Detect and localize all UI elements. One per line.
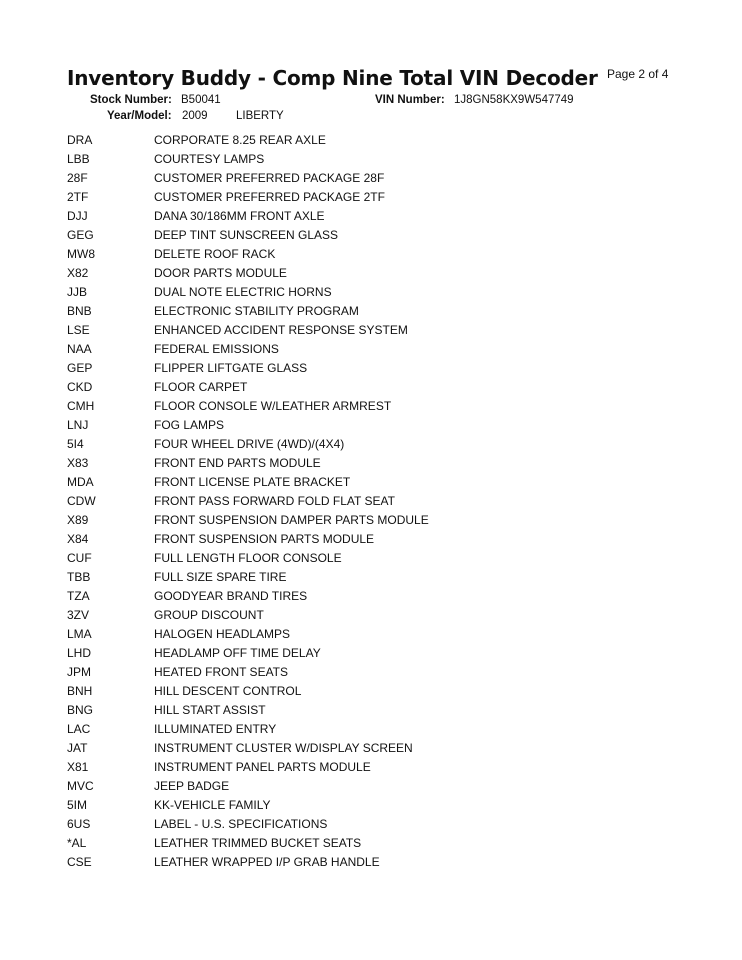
option-description: FLOOR CONSOLE W/LEATHER ARMREST xyxy=(154,399,392,413)
option-row xyxy=(0,454,742,473)
option-code: 6US xyxy=(67,817,91,831)
option-code: CSE xyxy=(67,855,92,869)
option-code: JJB xyxy=(67,285,88,299)
option-description: FRONT LICENSE PLATE BRACKET xyxy=(154,475,351,489)
option-code: CKD xyxy=(67,380,93,394)
option-description: CUSTOMER PREFERRED PACKAGE 28F xyxy=(154,171,385,185)
option-row xyxy=(0,169,742,188)
option-row xyxy=(0,777,742,796)
option-description: FRONT SUSPENSION DAMPER PARTS MODULE xyxy=(154,513,429,527)
option-row xyxy=(0,207,742,226)
vin-number-label: VIN Number: xyxy=(375,94,445,106)
option-description: FOG LAMPS xyxy=(154,418,225,432)
option-code: CMH xyxy=(67,399,95,413)
option-row xyxy=(0,834,742,853)
option-row xyxy=(0,359,742,378)
option-code: LMA xyxy=(67,627,92,641)
page-number: Page 2 of 4 xyxy=(607,67,669,81)
option-description: FEDERAL EMISSIONS xyxy=(154,342,279,356)
option-code: X81 xyxy=(67,760,89,774)
option-row xyxy=(0,188,742,207)
option-code: X84 xyxy=(67,532,89,546)
option-code: JPM xyxy=(67,665,91,679)
option-description: HEATED FRONT SEATS xyxy=(154,665,289,679)
option-row xyxy=(0,853,742,872)
option-row xyxy=(0,435,742,454)
option-code: GEP xyxy=(67,361,93,375)
option-description: GOODYEAR BRAND TIRES xyxy=(154,589,308,603)
option-code: MW8 xyxy=(67,247,95,261)
option-code: X89 xyxy=(67,513,89,527)
vin-number-value: 1J8GN58KX9W547749 xyxy=(454,94,574,106)
option-row xyxy=(0,568,742,587)
option-row xyxy=(0,644,742,663)
option-description: ELECTRONIC STABILITY PROGRAM xyxy=(154,304,359,318)
option-row xyxy=(0,796,742,815)
option-row xyxy=(0,378,742,397)
option-description: HEADLAMP OFF TIME DELAY xyxy=(154,646,321,660)
option-description: DANA 30/186MM FRONT AXLE xyxy=(154,209,325,223)
model-value: LIBERTY xyxy=(236,110,284,122)
option-code: DRA xyxy=(67,133,93,147)
option-row xyxy=(0,321,742,340)
option-description: INSTRUMENT PANEL PARTS MODULE xyxy=(154,760,371,774)
option-row xyxy=(0,131,742,150)
option-row xyxy=(0,663,742,682)
option-row xyxy=(0,283,742,302)
option-code: 3ZV xyxy=(67,608,90,622)
option-description: ILLUMINATED ENTRY xyxy=(154,722,277,736)
option-code: NAA xyxy=(67,342,92,356)
option-description: FRONT END PARTS MODULE xyxy=(154,456,321,470)
option-description: DELETE ROOF RACK xyxy=(154,247,276,261)
option-description: HILL START ASSIST xyxy=(154,703,266,717)
option-description: JEEP BADGE xyxy=(154,779,230,793)
year-value: 2009 xyxy=(182,110,208,122)
option-description: DEEP TINT SUNSCREEN GLASS xyxy=(154,228,339,242)
option-code: LBB xyxy=(67,152,90,166)
option-row xyxy=(0,150,742,169)
option-code: GEG xyxy=(67,228,94,242)
option-description: COURTESY LAMPS xyxy=(154,152,265,166)
option-description: FLOOR CARPET xyxy=(154,380,248,394)
option-description: FRONT SUSPENSION PARTS MODULE xyxy=(154,532,375,546)
option-code: BNB xyxy=(67,304,92,318)
option-row xyxy=(0,758,742,777)
option-description: DUAL NOTE ELECTRIC HORNS xyxy=(154,285,332,299)
page-title: Inventory Buddy - Comp Nine Total VIN Decoder xyxy=(67,66,598,90)
option-code: JAT xyxy=(67,741,88,755)
option-description: FOUR WHEEL DRIVE (4WD)/(4X4) xyxy=(154,437,345,451)
stock-number-label: Stock Number: xyxy=(90,94,172,106)
option-row xyxy=(0,606,742,625)
option-code: CUF xyxy=(67,551,92,565)
option-row xyxy=(0,416,742,435)
option-code: LAC xyxy=(67,722,91,736)
option-code: 5I4 xyxy=(67,437,84,451)
option-row xyxy=(0,226,742,245)
option-description: FULL SIZE SPARE TIRE xyxy=(154,570,287,584)
option-row xyxy=(0,530,742,549)
option-row xyxy=(0,549,742,568)
option-code: X82 xyxy=(67,266,89,280)
option-code-list xyxy=(0,131,742,872)
option-description: LEATHER WRAPPED I/P GRAB HANDLE xyxy=(154,855,380,869)
option-description: LEATHER TRIMMED BUCKET SEATS xyxy=(154,836,362,850)
option-row xyxy=(0,397,742,416)
option-row xyxy=(0,264,742,283)
option-description: INSTRUMENT CLUSTER W/DISPLAY SCREEN xyxy=(154,741,413,755)
option-description: FULL LENGTH FLOOR CONSOLE xyxy=(154,551,342,565)
option-code: TBB xyxy=(67,570,91,584)
option-row xyxy=(0,511,742,530)
option-row xyxy=(0,701,742,720)
option-description: ENHANCED ACCIDENT RESPONSE SYSTEM xyxy=(154,323,408,337)
option-description: GROUP DISCOUNT xyxy=(154,608,264,622)
option-description: HILL DESCENT CONTROL xyxy=(154,684,302,698)
option-row xyxy=(0,245,742,264)
option-row xyxy=(0,473,742,492)
option-row xyxy=(0,682,742,701)
option-description: KK-VEHICLE FAMILY xyxy=(154,798,271,812)
option-description: LABEL - U.S. SPECIFICATIONS xyxy=(154,817,328,831)
year-model-label: Year/Model: xyxy=(107,110,172,122)
option-row xyxy=(0,720,742,739)
option-code: MVC xyxy=(67,779,94,793)
option-code: BNG xyxy=(67,703,94,717)
option-row xyxy=(0,739,742,758)
option-row xyxy=(0,492,742,511)
option-description: FLIPPER LIFTGATE GLASS xyxy=(154,361,308,375)
option-code: LSE xyxy=(67,323,90,337)
option-row xyxy=(0,340,742,359)
option-description: CORPORATE 8.25 REAR AXLE xyxy=(154,133,326,147)
option-description: DOOR PARTS MODULE xyxy=(154,266,287,280)
option-code: *AL xyxy=(67,836,87,850)
option-row xyxy=(0,302,742,321)
option-row xyxy=(0,587,742,606)
option-code: 28F xyxy=(67,171,88,185)
option-code: TZA xyxy=(67,589,90,603)
option-code: LHD xyxy=(67,646,92,660)
option-code: DJJ xyxy=(67,209,88,223)
option-row xyxy=(0,815,742,834)
option-description: CUSTOMER PREFERRED PACKAGE 2TF xyxy=(154,190,385,204)
option-code: BNH xyxy=(67,684,93,698)
option-code: 5IM xyxy=(67,798,88,812)
option-code: X83 xyxy=(67,456,89,470)
option-code: LNJ xyxy=(67,418,89,432)
option-description: FRONT PASS FORWARD FOLD FLAT SEAT xyxy=(154,494,395,508)
option-description: HALOGEN HEADLAMPS xyxy=(154,627,291,641)
option-code: MDA xyxy=(67,475,94,489)
stock-number-value: B50041 xyxy=(181,94,221,106)
option-row xyxy=(0,625,742,644)
option-code: CDW xyxy=(67,494,96,508)
option-code: 2TF xyxy=(67,190,89,204)
